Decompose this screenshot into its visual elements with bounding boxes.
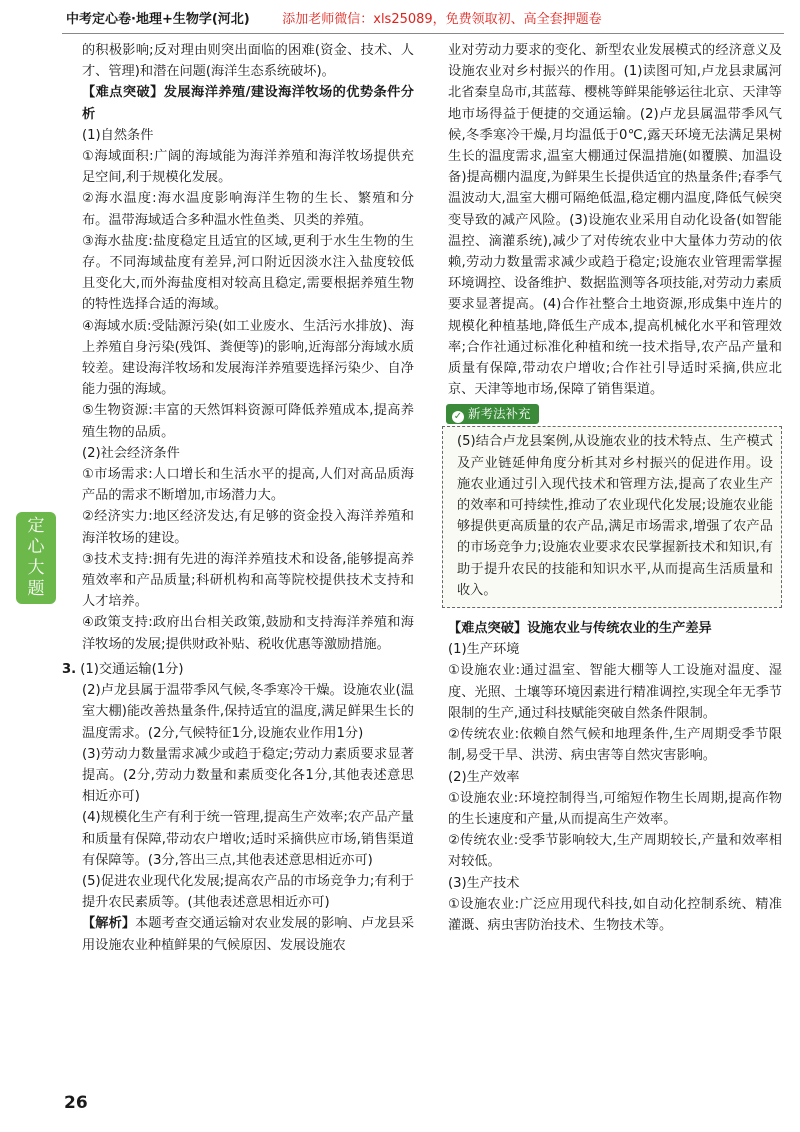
header-divider <box>62 33 784 34</box>
question-number: 3. <box>62 661 77 677</box>
tip-label-badge <box>446 404 539 424</box>
section-side-tab <box>16 512 56 604</box>
answer-item: (4)规模化生产有利于统一管理,提高生产效率;农产品产量和质量有保障,带动农户增收;适时采摘供应市场,销售渠道有保障等。(3分,答出三点,其他表述意思相近亦可) <box>82 810 414 868</box>
answer-item: (5)促进农业现代化发展;提高农产品的市场竞争力;有利于提升农民素质等。(其他表述意思相近亦可) <box>82 873 414 911</box>
list-item: ④政策支持:政府出台相关政策,鼓励和支持海洋养殖和海洋牧场的发展;提供财政补贴、税收优惠等激励措施。 <box>82 615 414 652</box>
subheading: (3)生产技术 <box>448 875 520 891</box>
difficulty-heading <box>428 618 782 639</box>
answer-item: (3)劳动力数量需求减少或趋于稳定;劳动力素质要求显著提高。(2分,劳动力数量和素质变化各1分,其他表述意思相近亦可) <box>82 746 414 805</box>
difficulty-tag: 【难点突破】 <box>82 85 164 101</box>
list-item: ②海水温度:海水温度影响海洋生物的生长、繁殖和分布。温带海域适合多种温水性鱼类、贝类的养殖。 <box>82 191 414 228</box>
difficulty-title: 发展海洋养殖/建设海洋牧场的优势条件分析 <box>82 85 414 122</box>
list-item: ①设施农业:广泛应用现代科技,如自动化控制系统、精准灌溉、病虫害防治技术、生物技术等。 <box>448 896 782 933</box>
list-item: ①市场需求:人口增长和生活水平的提高,人们对高品质海产品的需求不断增加,市场潜力大。 <box>82 467 414 504</box>
left-column <box>62 40 414 956</box>
check-icon: ✓ <box>453 411 463 423</box>
analysis-continued: 业对劳动力要求的变化、新型农业发展模式的经济意义及设施农业对乡村振兴的作用。(1)读图可知,卢龙县隶属河北省秦皇岛市,其蓝莓、樱桃等鲜果能够运往北京、天津等地市场得益于便捷的交通运输。(2)卢龙县属温带季风气候,冬季寒冷干燥,月均温低于0℃,露天环境无法满足果树生长的温度需求,温室大棚通过保温措施(如覆膜、加温设备)提高棚内温度,为鲜果生长提供适宜的热量条件;春季气温波动大,温室大棚可隔绝低温,稳定棚内温度,降低气候突变导致的减产风险。(3)设施农业采用自动化设备(如智能温控、滴灌系统),减少了对传统农业中大量体力劳动的依赖,劳动力数量需求减少或趋于稳定;设施农业管理需掌握环境调控、设备维护、数据监测等各项技能,对劳动力素质要求显著提高。(4)合作社整合土地资源,形成集中连片的规模化种植基地,降低生产成本,提高机械化水平和管理效率;合作社通过标准化种植和统一技术指导,农产品产量和质量有保障,带动农户增收;合作社引导适时采摘,供应北京、天津等地市场,保障了销售渠道。 <box>448 43 782 398</box>
answer-item: (2)卢龙县属于温带季风气候,冬季寒冷干燥。设施农业(温室大棚)能改善热量条件,保持适宜的温度,满足鲜果生长的温度需求。(2分,气候特征1分,设施农业作用1分) <box>82 683 414 741</box>
tip-box <box>442 426 782 608</box>
difficulty-tag: 【难点突破】 <box>448 621 528 637</box>
list-item: ②传统农业:受季节影响较大,生产周期较长,产量和效率相对较低。 <box>448 833 782 870</box>
subheading: (2)社会经济条件 <box>82 445 180 461</box>
analysis-tag: 【解析】 <box>82 916 136 932</box>
side-tab-char: 大 <box>27 558 45 578</box>
difficulty-title: 设施农业与传统农业的生产差异 <box>527 621 712 637</box>
subheading: (1)自然条件 <box>82 127 154 143</box>
tip-text: (5)结合卢龙县案例,从设施农业的技术特点、生产模式及产业链延伸角度分析其对乡村振兴的促进作用。设施农业通过引入现代技术和管理方法,提高了农业生产的效率和可持续性,推动了农业现代化发展;设施农业能够提供更高质量的农产品,满足市场需求,增强了农产品的市场竞争力;设施农业要求农民掌握新技术和知识,有助于提升农民的技能和知识水平,从而提高生活质量和收入。 <box>457 434 773 598</box>
side-tab-char: 心 <box>27 537 45 557</box>
promo-banner: 添加老师微信：xls25089，免费领取初、高全套押题卷 <box>282 12 602 27</box>
right-column <box>428 40 782 936</box>
analysis-text: 本题考查交通运输对农业发展的影响、卢龙县采用设施农业种植鲜果的气候原因、发展设施农 <box>82 916 415 953</box>
list-item: ②经济实力:地区经济发达,有足够的资金投入海洋养殖和海洋牧场的建设。 <box>82 509 414 546</box>
list-item: ②传统农业:依赖自然气候和地理条件,生产周期受季节限制,易受干旱、洪涝、病虫害等自然灾害影响。 <box>448 727 782 764</box>
list-item: ③技术支持:拥有先进的海洋养殖技术和设备,能够提高养殖效率和产品质量;科研机构和高等院校提供技术支持和人才培养。 <box>82 551 414 610</box>
list-item: ⑤生物资源:丰富的天然饵料资源可降低养殖成本,提高养殖生物的品质。 <box>82 403 414 440</box>
analysis-paragraph <box>62 913 414 955</box>
tip-label: 新考法补充 <box>468 406 531 422</box>
list-item: ③海水盐度:盐度稳定且适宜的区域,更利于水生生物的生存。不同海域盐度有差异,河口附近因淡水注入盐度较低且变化大,而外海盐度相对较高且稳定,需要根据养殖生物的特性选择合适的海域。 <box>82 233 414 313</box>
subheading: (1)生产环境 <box>448 642 520 658</box>
list-item: ④海域水质:受陆源污染(如工业废水、生活污水排放)、海上养殖自身污染(残饵、粪便等)的影响,近海部分海域水质较差。建设海洋牧场和发展海洋养殖要选择污染少、自净能力强的海域。 <box>82 318 414 398</box>
page-header <box>66 8 786 32</box>
difficulty-heading <box>62 82 414 124</box>
book-title: 中考定心卷·地理+生物学(河北) <box>66 12 250 27</box>
list-item: ①设施农业:通过温室、智能大棚等人工设施对温度、湿度、光照、土壤等环境因素进行精准调控,实现全年无季节限制的生产,通过科技赋能突破自然条件限制。 <box>448 663 782 721</box>
side-tab-char: 定 <box>27 516 45 536</box>
list-item: ①设施农业:环境控制得当,可缩短作物生长周期,提高作物的生长速度和产量,从而提高生产效率。 <box>448 790 782 827</box>
answer-line <box>62 659 414 680</box>
page-number: 26 <box>64 1093 88 1113</box>
side-tab-char: 题 <box>27 579 45 599</box>
list-item: ①海域面积:广阔的海域能为海洋养殖和海洋牧场提供充足空间,利于规模化发展。 <box>82 149 414 186</box>
paragraph: 的积极影响;反对理由则突出面临的困难(资金、技术、人才、管理)和潜在问题(海洋生态系统破坏)。 <box>82 43 414 80</box>
answer-text: (1)交通运输(1分) <box>80 661 184 677</box>
subheading: (2)生产效率 <box>448 769 520 785</box>
